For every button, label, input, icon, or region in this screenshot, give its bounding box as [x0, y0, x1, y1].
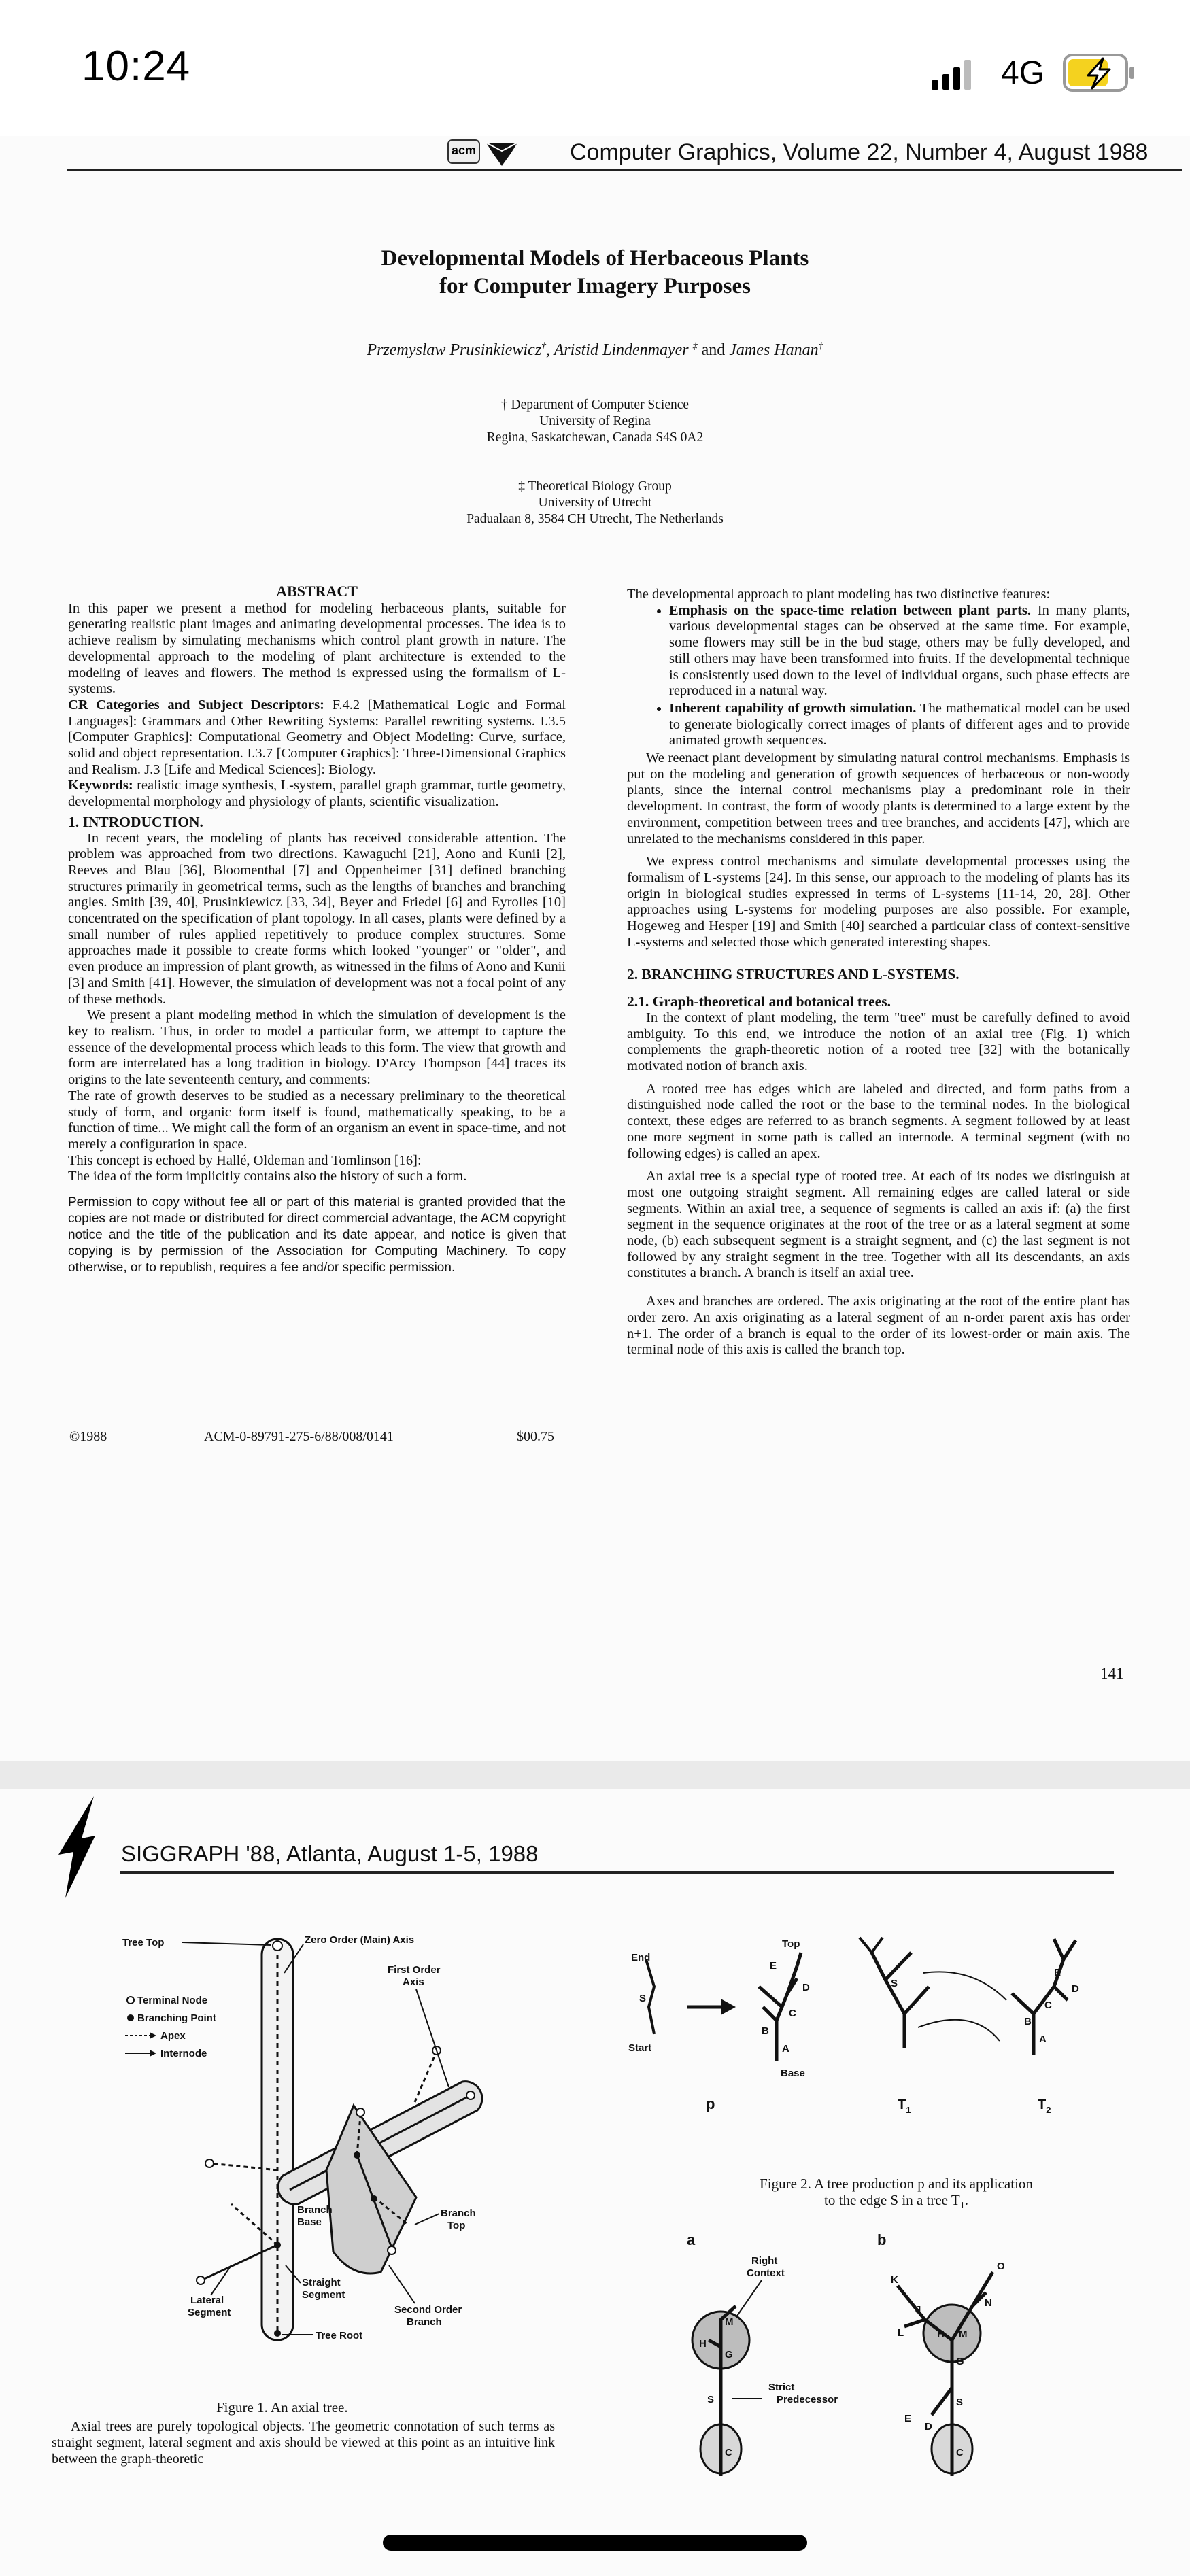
intro-heading: 1. INTRODUCTION. [68, 813, 203, 830]
label-c: C [789, 2008, 796, 2019]
cr-categories [68, 698, 566, 778]
label-k: K [891, 2274, 898, 2286]
affiliation-2 [0, 479, 1190, 528]
label-g-b: G [956, 2356, 964, 2367]
journal-header: Computer Graphics, Volume 22, Number 4, August 1988 [570, 139, 1149, 165]
title-line-1: Developmental Models of Herbaceous Plants [381, 246, 809, 271]
label-j: J [915, 2304, 921, 2316]
header-rule [67, 169, 1182, 171]
footer-price: $00.75 [517, 1429, 554, 1444]
label-right-context-1: Right [751, 2255, 778, 2267]
network-type: 4G [1001, 55, 1045, 91]
section-2-1-paragraph-2: A rooted tree has edges which are labeled and directed, and form paths from a distinguished node called the root or the base to the terminal nodes. In the biological context, these edges are referred to as branch segments. A segment followed by at least one more segment in some path is called an internode. A terminal segment (with no following edges) is called an apex. [627, 1081, 1130, 1161]
label-m-b: M [959, 2329, 968, 2340]
figure-3-context [666, 2225, 1142, 2564]
cr-text: F.4.2 [Mathematical Logic and Formal Languages]: Grammars and Other Rewriting Systems: Parallel rewriting systems. I.3.5 [Computer Graphics]: Computational Geometry and Object Modeling: Curve, surface, solid and object representation. I.3.7 [Computer Graphics]: Three-Dimensional Graphics and Realism. J.3 [Life and Medical Sciences]: Biology. [68, 697, 566, 777]
label-a: A [782, 2043, 789, 2055]
footer-isbn: ACM-0-89791-275-6/88/008/0141 [204, 1429, 394, 1444]
right-paragraph-1: We reenact plant development by simulating natural control mechanisms. Emphasis is put on the modeling and generation of growth sequences of herbaceous or non-woody plants, since the internal control mechanisms play a predominant role in their development. In contrast, the form of woody plants is determined to a large extent by the environment, competition between trees and tree branches, and accidents [47], which are unrelated to the mechanisms considered in this paper. [627, 751, 1130, 846]
figure-1-axial-tree [122, 1925, 558, 2374]
label-branch-top-2: Top [447, 2220, 466, 2231]
label-s-t1: S [891, 1978, 898, 1989]
branching-point-node [371, 2195, 377, 2202]
figure-1-caption: Figure 1. An axial tree. [216, 2399, 348, 2416]
battery-charging-icon [1062, 53, 1137, 92]
production-arrow-icon [721, 1999, 736, 2015]
echo-text: This concept is echoed by Hallé, Oldeman and Tomlinson [16]: [68, 1152, 422, 1168]
label-strict-2: Predecessor [777, 2394, 838, 2405]
label-e-t2: E [1054, 1967, 1061, 1978]
label-l: L [898, 2327, 904, 2339]
label-n: N [985, 2297, 992, 2309]
author-2: Aristid Lindenmayer [554, 341, 689, 359]
label-branch-base-2: Base [297, 2216, 322, 2228]
label-tree-root: Tree Root [316, 2330, 363, 2341]
abstract-text: In this paper we present a method for modeling herbaceous plants, suitable for generating realistic plant images and animating developmental processes. The idea is to achieve realism by simulating mechanisms which control plant growth in nature. The developmental approach to the modeling of plant architecture is extended to the modeling of leaves and flowers. The method is expressed using the formalism of L-systems. [68, 600, 566, 697]
feature-text: In many plants, various developmental stages can be observed at the same time. For example, some flowers may still be in the bud stage, others may be fully developed, and still others may have been transformed into fruits. If the developmental technique is consistently used down to the level of individual organs, such phase effects are reproduced in a natural way. [669, 602, 1131, 699]
affiliation-1-line: University of Regina [539, 414, 651, 428]
section-2-1-paragraph-3: An axial tree is a special type of rooted tree. At each of its nodes we distinguish at most one outgoing straight segment. All remaining edges are called lateral or side segments. Within an axial tree, a sequence of segments is called an axis if: (a) the first segment in the sequence originates at the root of the tree or as a lateral segment at some node, (b) each subsequent segment is a straight segment, and (c) the last segment is not followed by any straight segment in the tree. Together with all its descendants, an axis constitutes a branch. A branch is itself an axial tree. [627, 1169, 1130, 1281]
author-1-mark: † [541, 341, 547, 351]
label-strict-1: Strict [768, 2382, 795, 2393]
label-c-b: C [956, 2447, 964, 2458]
label-o: O [997, 2261, 1005, 2272]
footer-copyright: ©1988 [69, 1429, 107, 1444]
label-p: p [706, 2095, 715, 2112]
author-1: Przemyslaw Prusinkiewicz [367, 341, 542, 359]
bottom-text: Axial trees are purely topological objects. The geometric connotation of such terms as straight segment, lateral segment and axis should be viewed at this point as an intuitive link between the graph-theoretic [52, 2419, 555, 2467]
figure-2-caption-line-1: Figure 2. A tree production p and its application [760, 2176, 1033, 2192]
quote-halle: The idea of the form implicitly contains also the history of such a form. [68, 1169, 467, 1184]
acm-logo-icon [447, 136, 522, 170]
status-bar [0, 0, 1190, 136]
feature-title: Emphasis on the space-time relation between plant parts. [669, 602, 1032, 618]
figure-2-tree-production [619, 1925, 1115, 2129]
label-lateral-1: Lateral [190, 2295, 224, 2306]
label-s: S [707, 2394, 715, 2405]
section-2-1-heading: 2.1. Graph-theoretical and botanical trees. [627, 993, 891, 1010]
label-straight-2: Segment [302, 2289, 345, 2301]
feature-item [669, 603, 1130, 700]
paper-page-1 [0, 136, 1190, 1761]
label-e: E [770, 1960, 777, 1972]
label-tree-top: Tree Top [122, 1937, 165, 1948]
feature-text: The mathematical model can be used to generate biologically correct images of plants of different ages and to provide animated growth sequences. [669, 700, 1130, 749]
legend-apex: Apex [160, 2030, 186, 2042]
label-branch-base-1: Branch [297, 2204, 333, 2216]
label-c: C [725, 2447, 732, 2458]
label-axis: Axis [403, 1976, 424, 1988]
signal-strength-icon [932, 60, 975, 90]
label-base: Base [781, 2067, 805, 2079]
header-rule [120, 1871, 1114, 1874]
feature-item [669, 701, 1130, 749]
label-first-order: First Order [388, 1964, 441, 1976]
label-b: B [762, 2025, 769, 2037]
label-t2: $T_2$ [1038, 2097, 1051, 2115]
page-number: 141 [1100, 1665, 1124, 1682]
label-top: Top [782, 1938, 800, 1950]
terminal-node [466, 2091, 475, 2099]
label-d: D [802, 1982, 810, 1993]
label-t1: $T_1$ [898, 2097, 911, 2115]
figure-2-caption [689, 2176, 1104, 2214]
paper-page-2 [0, 1789, 1190, 2576]
label-branch-top-1: Branch [441, 2208, 476, 2219]
right-column [627, 587, 1130, 1358]
label-s-b: S [956, 2397, 964, 2408]
keywords-text: realistic image synthesis, L-system, parallel graph grammar, turtle geometry, developmental morphology and physiology of plants, scientific visualization. [68, 778, 566, 810]
label-start: Start [628, 2042, 652, 2054]
label-right-context-2: Context [747, 2267, 785, 2279]
authors-and: and [701, 341, 726, 359]
label-second-order-1: Second Order [394, 2304, 462, 2316]
label-d-t2: D [1072, 1983, 1079, 1995]
left-column [68, 583, 566, 1276]
tree-top-node [273, 1941, 282, 1951]
svg-text:acm: acm [451, 143, 477, 157]
legend-terminal-node-icon [127, 1997, 134, 2004]
intro-paragraph-1: In recent years, the modeling of plants has received considerable attention. The problem was approached from two directions. Kawaguchi [21], Aono and Kunii [2], Reeves and Blau [36], Bloomenthal [7] and Oppenheimer [31] defined branching structures primarily in geometrical terms, such as the lengths of branches and branching angles. Smith [39, 40], Prusinkiewicz [33, 34], Beyer and Friedel [6] and Eyrolles [10] concentrated on the specification of plant topology. In all cases, plants were defined by a small number of rules applied repetitively to produce complex structures. Some approaches made it possible to create forms which looked "younger" or "older", and even produce an impression of plant growth, as witnessed in the films of Aono and Kunii [3] and Smith [41]. However, the simulation of development was not a focal point of any of these methods. [68, 830, 566, 1007]
label-e-b: E [904, 2413, 912, 2424]
label-panel-a: a [687, 2231, 696, 2248]
home-indicator[interactable] [383, 2535, 807, 2551]
label-straight-1: Straight [302, 2277, 341, 2288]
intro-paragraph-2: We present a plant modeling method in which the simulation of development is the key to realism. Thus, in order to model a particular form, we attempt to capture the essence of the developmental process which leads to this form. The view that growth and form are interrelated has a long tradition in biology. D'Arcy Thompson [44] traces its origins to the late seventeenth century, and comments: [68, 1008, 566, 1088]
label-zero-order-axis: Zero Order (Main) Axis [305, 1934, 415, 1946]
legend-internode: Internode [160, 2048, 207, 2059]
keywords [68, 778, 566, 810]
figure-2-caption-line-2: to the edge S in a tree $T_1$. [824, 2192, 968, 2212]
feature-title: Inherent capability of growth simulation. [669, 700, 917, 716]
terminal-node [356, 2108, 364, 2116]
title-line-2: for Computer Imagery Purposes [439, 274, 751, 298]
page-gap [0, 1761, 1190, 1789]
terminal-node [197, 2276, 205, 2284]
paper-title [0, 245, 1190, 300]
legend-terminal-node: Terminal Node [137, 1995, 208, 2006]
author-2-mark: ‡ [692, 341, 698, 351]
affiliation-2-line: University of Utrecht [538, 496, 652, 510]
label-a-t2: A [1039, 2033, 1047, 2045]
bottom-paragraph [52, 2418, 555, 2467]
author-3-mark: † [818, 341, 823, 351]
label-d-b: D [925, 2421, 932, 2433]
apex-segment [415, 2055, 435, 2102]
label-b-t2: B [1024, 2016, 1032, 2027]
cr-label: CR Categories and Subject Descriptors: [68, 697, 324, 712]
affiliation-1-line: Regina, Saskatchewan, Canada S4S 0A2 [486, 430, 704, 445]
abstract-heading: ABSTRACT [276, 583, 358, 600]
label-end: End [631, 1952, 651, 1963]
affiliation-1-line: † Department of Computer Science [500, 398, 690, 412]
status-time: 10:24 [82, 43, 191, 90]
label-m: M [725, 2316, 734, 2328]
legend-branching-point: Branching Point [137, 2012, 216, 2024]
branching-point-node [274, 2242, 281, 2248]
label-s: S [639, 1993, 647, 2004]
affiliation-2-line: ‡ Theoretical Biology Group [518, 479, 672, 494]
siggraph-logo-icon [53, 1796, 107, 1898]
section-2-heading: 2. BRANCHING STRUCTURES AND L-SYSTEMS. [627, 966, 959, 983]
affiliation-1 [0, 397, 1190, 446]
right-paragraph-2: We express control mechanisms and simulate developmental processes using the formalism of L-systems [24]. In this sense, our approach to the modeling of plants has its origin in biological studies expressed in terms of L-systems [11-14, 20, 28]. Other approaches using L-systems for modeling purposes are also possible. For example, Hogeweg and Hesper [19] and Smith [40] searched a particular class of context-sensitive L-systems and selected those which generated interesting shapes. [627, 854, 1130, 950]
label-h: H [699, 2338, 707, 2350]
label-lateral-2: Segment [188, 2307, 231, 2318]
author-3: James Hanan [729, 341, 819, 359]
label-c-t2: C [1044, 1999, 1052, 2011]
keywords-label: Keywords: [68, 778, 133, 793]
affiliation-2-line: Padualaan 8, 3584 CH Utrecht, The Netherlands [466, 512, 724, 526]
label-second-order-2: Branch [407, 2316, 442, 2328]
label-h-b: H [937, 2329, 945, 2340]
terminal-node [205, 2159, 214, 2167]
label-panel-b: b [877, 2231, 887, 2248]
tree-root-node [274, 2330, 281, 2337]
features-intro: The developmental approach to plant modeling has two distinctive features: [627, 587, 1051, 602]
section-2-1-paragraph-1: In the context of plant modeling, the term "tree" must be carefully defined to avoid ambiguity. To this end, we introduce the notion of an axial tree (Fig. 1) which complements the graph-theoretic notion of a rooted tree [32] with the botanically motivated notion of branch axis. [627, 1010, 1130, 1074]
label-g: G [725, 2349, 733, 2360]
conference-header: SIGGRAPH '88, Atlanta, August 1-5, 1988 [121, 1841, 539, 1866]
feature-list [627, 603, 1130, 749]
quote-thompson: The rate of growth deserves to be studied as a necessary preliminary to the theoretical study of form, and organic form itself is found, mathematically speaking, to be a function of time... We might call the form of an organism an event in space-time, and not merely a configuration in space. [68, 1088, 566, 1152]
terminal-node [388, 2246, 396, 2254]
permission-notice: Permission to copy without fee all or part of this material is granted provided that the copies are not made or distributed for direct commercial advantage, the ACM copyright notice and the title of the publication and its date appear, and notice is given that copying is by permission of the Association for Computing Machinery. To copy otherwise, or to republish, requires a fee and/or specific permission. [68, 1195, 566, 1275]
section-2-1-paragraph-4: Axes and branches are ordered. The axis originating at the root of the entire plant has order zero. An axis originating as a lateral segment of an n-order parent axis has order n+1. The order of a branch is equal to the order of its lowest-order or main axis. The terminal node of this axis is called the branch top. [627, 1294, 1130, 1358]
legend-branching-point-icon [127, 2014, 134, 2021]
authors: Przemyslaw Prusinkiewicz†, Aristid Lindenmayer ‡ and James Hanan† [367, 341, 823, 359]
branching-point-node [354, 2152, 360, 2159]
